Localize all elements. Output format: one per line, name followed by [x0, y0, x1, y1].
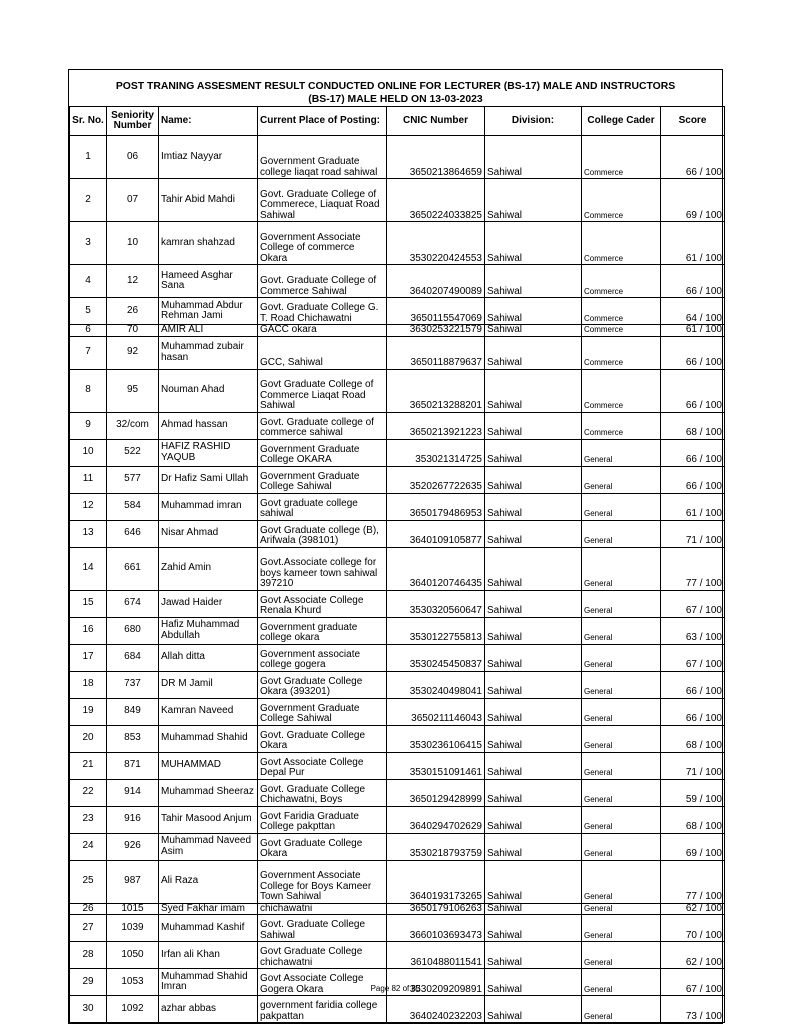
cell-division: Sahiwal: [485, 942, 582, 969]
table-row: [70, 725, 725, 752]
cell-cnic: 3530320560647: [387, 590, 485, 617]
cell-seniority: 06: [107, 136, 159, 179]
cell-cnic: 3530220424553: [387, 222, 485, 265]
cell-name: Ali Raza: [159, 860, 258, 903]
table-row: [70, 942, 725, 969]
cell-posting: Govt. Graduate college of commerce sahiwal: [258, 412, 387, 439]
cell-posting: Govt Associate College Gogera Okara: [258, 969, 387, 996]
cell-division: Sahiwal: [485, 179, 582, 222]
table-row: [70, 136, 725, 179]
cell-cadre: General: [582, 915, 661, 942]
table-row: [70, 806, 725, 833]
cell-posting: Government associate college gogera: [258, 644, 387, 671]
cell-cadre: General: [582, 466, 661, 493]
cell-cadre: General: [582, 439, 661, 466]
cell-name: Ahmad hassan: [159, 412, 258, 439]
cell-name: Tahir Masood Anjum: [159, 806, 258, 833]
header-cadre: College Cader: [582, 107, 661, 136]
cell-division: Sahiwal: [485, 265, 582, 298]
cell-name: MUHAMMAD: [159, 752, 258, 779]
page-number: Page 82 of 83: [370, 984, 421, 993]
cell-name: Allah ditta: [159, 644, 258, 671]
cell-cadre: General: [582, 779, 661, 806]
results-document: [68, 69, 723, 1024]
cell-score: 67 / 100: [661, 969, 725, 996]
table-row: [70, 520, 725, 547]
cell-cnic: 3640240232203: [387, 996, 485, 1023]
cell-posting: Govt Graduate College Okara: [258, 833, 387, 860]
cell-sr: 7: [70, 336, 107, 369]
cell-score: 68 / 100: [661, 725, 725, 752]
cell-sr: 30: [70, 996, 107, 1023]
cell-cadre: Commerce: [582, 412, 661, 439]
cell-division: Sahiwal: [485, 915, 582, 942]
cell-name: Irfan ali Khan: [159, 942, 258, 969]
table-row: [70, 779, 725, 806]
cell-score: 77 / 100: [661, 860, 725, 903]
table-row: [70, 369, 725, 412]
cell-cnic: 3650213921223: [387, 412, 485, 439]
table-row: [70, 265, 725, 298]
table-row: [70, 860, 725, 903]
cell-division: Sahiwal: [485, 779, 582, 806]
cell-sr: 12: [70, 493, 107, 520]
cell-score: 67 / 100: [661, 644, 725, 671]
cell-name: DR M Jamil: [159, 671, 258, 698]
table-row: [70, 617, 725, 644]
cell-name: Tahir Abid Mahdi: [159, 179, 258, 222]
cell-posting: Government Graduate college liaqat road sahiwal: [258, 136, 387, 179]
cell-posting: Govt. Graduate College Okara: [258, 725, 387, 752]
cell-cadre: General: [582, 942, 661, 969]
cell-score: 70 / 100: [661, 915, 725, 942]
cell-sr: 13: [70, 520, 107, 547]
cell-cadre: General: [582, 698, 661, 725]
cell-division: Sahiwal: [485, 671, 582, 698]
cell-name: kamran shahzad: [159, 222, 258, 265]
cell-cadre: General: [582, 520, 661, 547]
cell-sr: 23: [70, 806, 107, 833]
cell-posting: Government Graduate College OKARA: [258, 439, 387, 466]
cell-sr: 17: [70, 644, 107, 671]
cell-cadre: Commerce: [582, 179, 661, 222]
cell-score: 66 / 100: [661, 439, 725, 466]
cell-posting: chichawatni: [258, 903, 387, 915]
cell-sr: 21: [70, 752, 107, 779]
cell-seniority: 871: [107, 752, 159, 779]
table-row: [70, 671, 725, 698]
cell-posting: Govt Faridia Graduate College pakpttan: [258, 806, 387, 833]
cell-seniority: 849: [107, 698, 159, 725]
cell-cnic: 3660103693473: [387, 915, 485, 942]
cell-cadre: General: [582, 617, 661, 644]
header-sr: Sr. No.: [70, 107, 107, 136]
header-division: Division:: [485, 107, 582, 136]
cell-seniority: 522: [107, 439, 159, 466]
cell-cadre: General: [582, 493, 661, 520]
cell-posting: Government Graduate College Sahiwal: [258, 698, 387, 725]
cell-name: Dr Hafiz Sami Ullah: [159, 466, 258, 493]
cell-cadre: General: [582, 725, 661, 752]
cell-score: 66 / 100: [661, 698, 725, 725]
cell-division: Sahiwal: [485, 806, 582, 833]
cell-cadre: General: [582, 833, 661, 860]
cell-sr: 16: [70, 617, 107, 644]
document-title: [69, 70, 722, 106]
cell-cadre: General: [582, 644, 661, 671]
cell-seniority: 680: [107, 617, 159, 644]
title-line-1: POST TRANING ASSESMENT RESULT CONDUCTED ONLINE FOR LECTURER (BS-17) MALE AND INSTRUCTORS: [115, 81, 676, 92]
table-row: [70, 298, 725, 325]
table-row: [70, 412, 725, 439]
table-row: [70, 325, 725, 337]
cell-cnic: 3530122755813: [387, 617, 485, 644]
cell-seniority: 95: [107, 369, 159, 412]
cell-seniority: 1050: [107, 942, 159, 969]
cell-sr: 8: [70, 369, 107, 412]
cell-division: Sahiwal: [485, 969, 582, 996]
cell-score: 63 / 100: [661, 617, 725, 644]
table-row: [70, 915, 725, 942]
cell-name: Jawad Haider: [159, 590, 258, 617]
cell-cnic: 3650224033825: [387, 179, 485, 222]
cell-seniority: 1053: [107, 969, 159, 996]
cell-sr: 20: [70, 725, 107, 752]
results-table: [69, 106, 725, 1023]
cell-cadre: General: [582, 547, 661, 590]
cell-division: Sahiwal: [485, 412, 582, 439]
cell-score: 68 / 100: [661, 412, 725, 439]
cell-cnic: 3530245450837: [387, 644, 485, 671]
cell-score: 66 / 100: [661, 136, 725, 179]
cell-name: AMIR ALI: [159, 325, 258, 337]
cell-posting: Govt Associate College Depal Pur: [258, 752, 387, 779]
cell-sr: 27: [70, 915, 107, 942]
cell-posting: Government Associate College for Boys Kameer Town Sahiwal: [258, 860, 387, 903]
cell-name: Muhammad zubair hasan: [159, 336, 258, 369]
cell-division: Sahiwal: [485, 833, 582, 860]
cell-sr: 28: [70, 942, 107, 969]
cell-seniority: 674: [107, 590, 159, 617]
cell-seniority: 926: [107, 833, 159, 860]
cell-score: 61 / 100: [661, 325, 725, 337]
cell-cnic: 3650115547069: [387, 298, 485, 325]
cell-score: 73 / 100: [661, 996, 725, 1023]
cell-score: 77 / 100: [661, 547, 725, 590]
cell-sr: 22: [70, 779, 107, 806]
cell-posting: Govt.Associate college for boys kameer town sahiwal 397210: [258, 547, 387, 590]
table-row: [70, 336, 725, 369]
table-row: [70, 752, 725, 779]
cell-cnic: 353021314725: [387, 439, 485, 466]
cell-cadre: Commerce: [582, 336, 661, 369]
cell-cnic: 3520267722635: [387, 466, 485, 493]
cell-score: 66 / 100: [661, 671, 725, 698]
cell-posting: Govt. Graduate College G. T. Road Chichawatni: [258, 298, 387, 325]
cell-score: 62 / 100: [661, 903, 725, 915]
cell-name: Muhammad Shahid Imran: [159, 969, 258, 996]
cell-cnic: 3650118879637: [387, 336, 485, 369]
cell-cnic: 3640109105877: [387, 520, 485, 547]
cell-division: Sahiwal: [485, 725, 582, 752]
cell-sr: 2: [70, 179, 107, 222]
cell-cnic: 3530151091461: [387, 752, 485, 779]
cell-posting: Govt graduate college sahiwal: [258, 493, 387, 520]
header-cnic: CNIC Number: [387, 107, 485, 136]
table-row: [70, 903, 725, 915]
cell-score: 71 / 100: [661, 752, 725, 779]
cell-sr: 24: [70, 833, 107, 860]
cell-seniority: 577: [107, 466, 159, 493]
cell-sr: 26: [70, 903, 107, 915]
cell-cnic: 3650179106263: [387, 903, 485, 915]
cell-cadre: General: [582, 996, 661, 1023]
table-row: [70, 590, 725, 617]
cell-division: Sahiwal: [485, 903, 582, 915]
cell-sr: 11: [70, 466, 107, 493]
cell-cnic: 3530209209891: [387, 969, 485, 996]
cell-sr: 19: [70, 698, 107, 725]
cell-sr: 29: [70, 969, 107, 996]
cell-division: Sahiwal: [485, 617, 582, 644]
cell-seniority: 1039: [107, 915, 159, 942]
cell-score: 64 / 100: [661, 298, 725, 325]
cell-cadre: General: [582, 806, 661, 833]
cell-cadre: Commerce: [582, 369, 661, 412]
cell-score: 66 / 100: [661, 369, 725, 412]
cell-posting: Govt Graduate college (B), Arifwala (398101): [258, 520, 387, 547]
cell-division: Sahiwal: [485, 325, 582, 337]
cell-sr: 3: [70, 222, 107, 265]
cell-score: 71 / 100: [661, 520, 725, 547]
table-row: [70, 547, 725, 590]
cell-name: Muhammad Kashif: [159, 915, 258, 942]
table-row: [70, 179, 725, 222]
cell-score: 68 / 100: [661, 806, 725, 833]
cell-division: Sahiwal: [485, 222, 582, 265]
cell-cadre: General: [582, 752, 661, 779]
cell-posting: Govt. Graduate College of Commerce Sahiwal: [258, 265, 387, 298]
cell-seniority: 10: [107, 222, 159, 265]
cell-score: 69 / 100: [661, 179, 725, 222]
table-row: [70, 833, 725, 860]
cell-posting: government faridia college pakpattan: [258, 996, 387, 1023]
cell-seniority: 584: [107, 493, 159, 520]
cell-cnic: 3650179486953: [387, 493, 485, 520]
cell-seniority: 1015: [107, 903, 159, 915]
cell-score: 66 / 100: [661, 265, 725, 298]
cell-division: Sahiwal: [485, 996, 582, 1023]
cell-name: Imtiaz Nayyar: [159, 136, 258, 179]
cell-cadre: General: [582, 969, 661, 996]
cell-cnic: 3650211146043: [387, 698, 485, 725]
cell-name: Muhammad Sheeraz: [159, 779, 258, 806]
cell-cadre: Commerce: [582, 136, 661, 179]
cell-seniority: 914: [107, 779, 159, 806]
cell-score: 59 / 100: [661, 779, 725, 806]
cell-division: Sahiwal: [485, 590, 582, 617]
cell-posting: Govt. Graduate College Sahiwal: [258, 915, 387, 942]
cell-posting: Govt Graduate College Okara (393201): [258, 671, 387, 698]
cell-score: 61 / 100: [661, 222, 725, 265]
cell-cnic: 3640207490089: [387, 265, 485, 298]
header-posting: Current Place of Posting:: [258, 107, 387, 136]
cell-sr: 9: [70, 412, 107, 439]
cell-cnic: 3530236106415: [387, 725, 485, 752]
cell-cadre: General: [582, 860, 661, 903]
table-row: [70, 644, 725, 671]
cell-cadre: Commerce: [582, 298, 661, 325]
table-row: [70, 698, 725, 725]
cell-division: Sahiwal: [485, 466, 582, 493]
cell-posting: Govt Graduate College of Commerce Liaqat Road Sahiwal: [258, 369, 387, 412]
cell-cadre: General: [582, 590, 661, 617]
cell-seniority: 32/com: [107, 412, 159, 439]
cell-cnic: 3640193173265: [387, 860, 485, 903]
cell-seniority: 684: [107, 644, 159, 671]
cell-posting: Government Associate College of commerce Okara: [258, 222, 387, 265]
cell-cadre: Commerce: [582, 222, 661, 265]
cell-cnic: 3610488011541: [387, 942, 485, 969]
cell-division: Sahiwal: [485, 439, 582, 466]
cell-name: Muhammad Naveed Asim: [159, 833, 258, 860]
cell-seniority: 70: [107, 325, 159, 337]
cell-posting: GACC okara: [258, 325, 387, 337]
cell-seniority: 26: [107, 298, 159, 325]
cell-name: Hafiz Muhammad Abdullah: [159, 617, 258, 644]
cell-cnic: 3650129428999: [387, 779, 485, 806]
cell-division: Sahiwal: [485, 547, 582, 590]
cell-sr: 1: [70, 136, 107, 179]
cell-name: Nouman Ahad: [159, 369, 258, 412]
cell-score: 69 / 100: [661, 833, 725, 860]
cell-cnic: 3530218793759: [387, 833, 485, 860]
table-row: [70, 493, 725, 520]
cell-division: Sahiwal: [485, 136, 582, 179]
cell-name: Nisar Ahmad: [159, 520, 258, 547]
header-seniority: Seniority Number: [107, 107, 159, 136]
cell-seniority: 916: [107, 806, 159, 833]
table-row: [70, 222, 725, 265]
cell-score: 66 / 100: [661, 466, 725, 493]
cell-cnic: 3650213864659: [387, 136, 485, 179]
table-row: [70, 439, 725, 466]
cell-cnic: 3640120746435: [387, 547, 485, 590]
cell-division: Sahiwal: [485, 520, 582, 547]
cell-posting: Government Graduate College Sahiwal: [258, 466, 387, 493]
cell-name: Syed Fakhar imam: [159, 903, 258, 915]
cell-seniority: 987: [107, 860, 159, 903]
cell-division: Sahiwal: [485, 369, 582, 412]
cell-cnic: 3530240498041: [387, 671, 485, 698]
cell-seniority: 12: [107, 265, 159, 298]
table-row: [70, 466, 725, 493]
cell-division: Sahiwal: [485, 860, 582, 903]
cell-sr: 25: [70, 860, 107, 903]
cell-division: Sahiwal: [485, 752, 582, 779]
cell-cnic: 3630253221579: [387, 325, 485, 337]
cell-name: Kamran Naveed: [159, 698, 258, 725]
cell-division: Sahiwal: [485, 298, 582, 325]
cell-seniority: 07: [107, 179, 159, 222]
table-row: [70, 996, 725, 1023]
title-line-2: (BS-17) MALE HELD ON 13-03-2023: [308, 94, 483, 105]
cell-seniority: 1092: [107, 996, 159, 1023]
cell-cadre: General: [582, 903, 661, 915]
cell-sr: 4: [70, 265, 107, 298]
cell-seniority: 661: [107, 547, 159, 590]
cell-posting: GCC, Sahiwal: [258, 336, 387, 369]
cell-cadre: Commerce: [582, 265, 661, 298]
cell-sr: 14: [70, 547, 107, 590]
cell-seniority: 853: [107, 725, 159, 752]
cell-posting: Govt Associate College Renala Khurd: [258, 590, 387, 617]
header-row: [70, 107, 725, 136]
cell-posting: Govt. Graduate College Chichawatni, Boys: [258, 779, 387, 806]
cell-score: 67 / 100: [661, 590, 725, 617]
cell-division: Sahiwal: [485, 644, 582, 671]
cell-cadre: Commerce: [582, 325, 661, 337]
cell-name: Muhammad imran: [159, 493, 258, 520]
cell-division: Sahiwal: [485, 336, 582, 369]
cell-division: Sahiwal: [485, 493, 582, 520]
cell-sr: 18: [70, 671, 107, 698]
cell-seniority: 646: [107, 520, 159, 547]
cell-seniority: 737: [107, 671, 159, 698]
cell-sr: 5: [70, 298, 107, 325]
cell-name: Hameed Asghar Sana: [159, 265, 258, 298]
cell-name: HAFIZ RASHID YAQUB: [159, 439, 258, 466]
cell-cnic: 3640294702629: [387, 806, 485, 833]
cell-name: Muhammad Abdur Rehman Jami: [159, 298, 258, 325]
cell-score: 62 / 100: [661, 942, 725, 969]
cell-cnic: 3650213288201: [387, 369, 485, 412]
cell-posting: Govt Graduate College chichawatni: [258, 942, 387, 969]
cell-posting: Govt. Graduate College of Commerece, Liaquat Road Sahiwal: [258, 179, 387, 222]
results-body: [70, 136, 725, 1023]
cell-sr: 10: [70, 439, 107, 466]
cell-sr: 15: [70, 590, 107, 617]
cell-division: Sahiwal: [485, 698, 582, 725]
cell-score: 66 / 100: [661, 336, 725, 369]
cell-sr: 6: [70, 325, 107, 337]
cell-name: azhar abbas: [159, 996, 258, 1023]
cell-score: 61 / 100: [661, 493, 725, 520]
cell-name: Zahid Amin: [159, 547, 258, 590]
cell-posting: Government graduate college okara: [258, 617, 387, 644]
cell-cadre: General: [582, 671, 661, 698]
header-name: Name:: [159, 107, 258, 136]
cell-seniority: 92: [107, 336, 159, 369]
cell-name: Muhammad Shahid: [159, 725, 258, 752]
header-score: Score: [661, 107, 725, 136]
